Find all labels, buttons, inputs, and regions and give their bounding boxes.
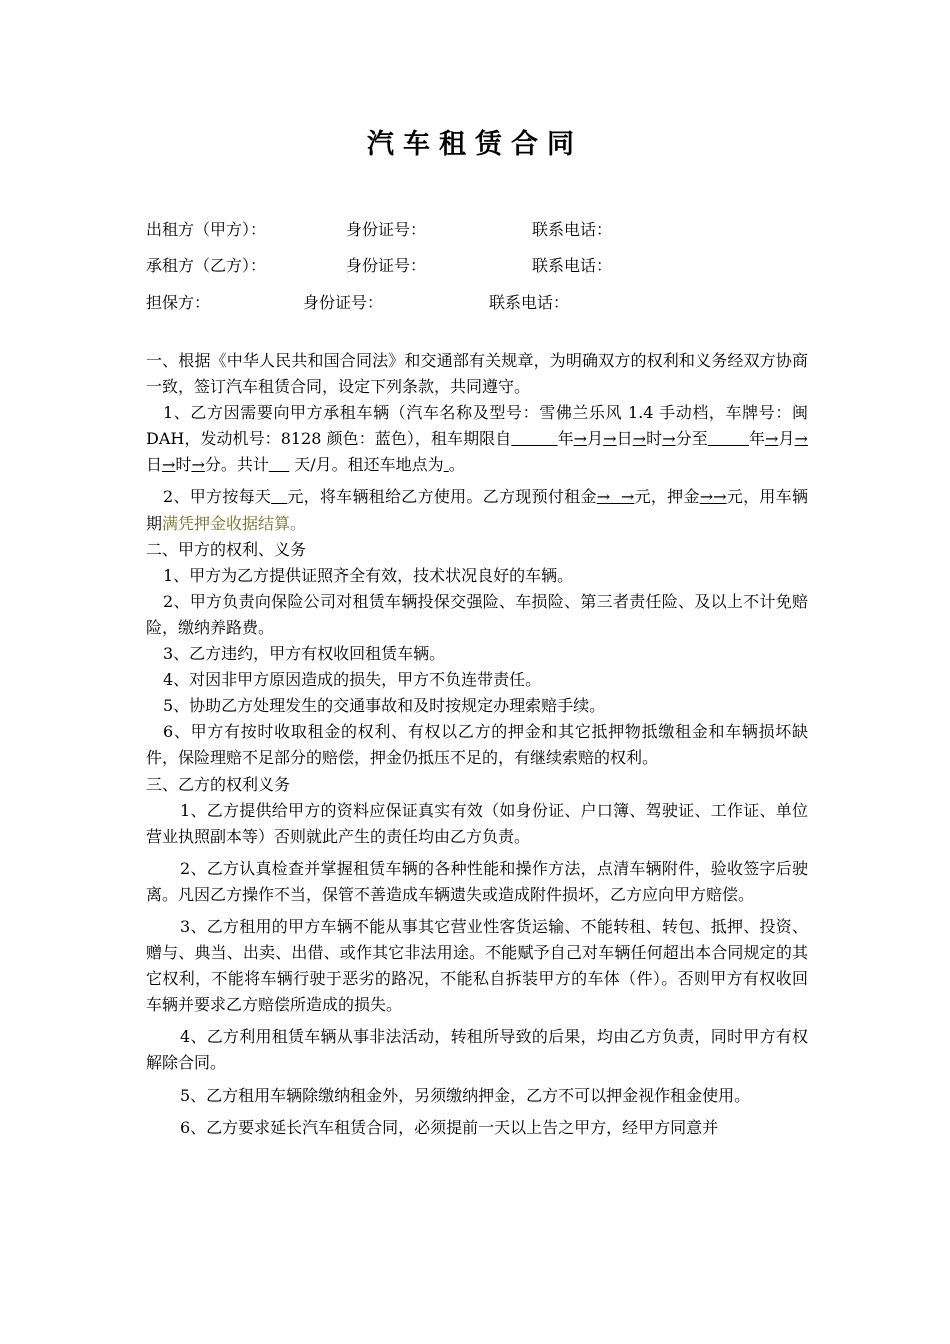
clause-3-6: 6、乙方要求延长汽车租赁合同，必须提前一天以上告之甲方，经甲方同意并 <box>180 1117 719 1137</box>
section2-heading: 二、甲方的权利、义务 <box>146 539 307 559</box>
id-number-label: 身份证号： <box>303 293 384 312</box>
blank-field <box>708 429 749 448</box>
blank-field: → <box>191 455 205 475</box>
phone-label: 联系电话： <box>489 293 570 312</box>
clause-2-4: 4、对因非甲方原因造成的损失，甲方不负连带责任。 <box>163 670 542 690</box>
clause-3-2: 2、乙方认真检查并掌握租赁车辆的各种性能和操作方法，点清车辆附件，验收签字后驶离。凡因乙方操作不当，保管不善造成车辆遗失或造成附件损坏，乙方应向甲方赔偿。 <box>146 858 808 904</box>
clause-1-1: 1、乙方因需要向甲方承租车辆（汽车名称及型号：雪佛兰乐风 1.4 手动档，车牌号：闽 DAH，发动机号：8128 颜色：蓝色），租车期限自 年→月→日→时→分至 年→月→日→时→分。共计 天/月。租还车地点为 。 <box>146 403 808 475</box>
clause-3-4: 4、乙方利用租赁车辆从事非法活动，转租所导致的后果，均由乙方负责，同时甲方有权解除合同。 <box>146 1027 808 1073</box>
clause-2-5: 5、协助乙方处理发生的交通事故和及时按规定办理索赔手续。 <box>163 696 606 716</box>
clause-2-2: 2、甲方负责向保险公司对租赁车辆投保交强险、车损险、第三者责任险、及以上不计免赔险，缴纳养路费。 <box>146 591 808 637</box>
blank-field: → <box>573 429 588 449</box>
phone-label: 联系电话： <box>532 220 613 239</box>
clause-2-6: 6、甲方有按时收取租金的权利、有权以乙方的押金和其它抵押物抵缴租金和车辆损坏缺件，保险理赔不足部分的赔偿，押金仍抵压不足的，有继续索赔的权利。 <box>146 722 808 768</box>
clause-2-1: 1、甲方为乙方提供证照齐全有效，技术状况良好的车辆。 <box>163 565 574 585</box>
clause-3-3: 3、乙方租用的甲方车辆不能从事其它营业性客货运输、不能转租、转包、抵押、投资、赠与、典当、出卖、出借、或作其它非法用途。不能赋予自己对车辆任何超出本合同规定的其它权利，不能将车辆行驶于恶劣的路况，不能私自拆装甲方的车体（件）。否则甲方有权收回车辆并要求乙方赔偿所造成的损失。 <box>146 916 808 1015</box>
blank-field: →→ <box>699 487 727 507</box>
blank-field <box>269 455 289 474</box>
document-title: 汽车租赁合同 <box>367 129 583 160</box>
section1-intro: 一、根据《中华人民共和国合同法》和交通部有关规章，为明确双方的权利和义务经双方协商一致，签订汽车租赁合同，设定下列条款，共同遵守。 <box>146 351 808 397</box>
id-number-label: 身份证号： <box>346 256 427 275</box>
party-role-label: 出租方（甲方）： <box>146 220 267 239</box>
blank-field: → <box>162 455 176 475</box>
clause-3-1: 1、乙方提供给甲方的资料应保证真实有效（如身份证、户口簿、驾驶证、工作证、单位营业执照副本等）否则就此产生的责任均由乙方负责。 <box>146 800 808 846</box>
blank-field: → <box>765 429 779 449</box>
clause-1-2: 2、甲方按每天 元，将车辆租给乙方使用。乙方现预付租金→ →元，押金→→元，用车辆期满凭押金收据结算。 <box>146 487 808 533</box>
phone-label: 联系电话： <box>532 256 613 275</box>
clause-2-3: 3、乙方违约，甲方有权收回租赁车辆。 <box>163 644 446 664</box>
blank-field: → <box>632 429 647 449</box>
blank-field <box>511 429 557 448</box>
section3-heading: 三、乙方的权利义务 <box>146 774 291 794</box>
contract-body <box>146 348 808 1141</box>
blank-field: → <box>603 429 617 449</box>
blank-field: → <box>794 429 808 449</box>
blank-field: → <box>662 429 676 449</box>
party-role-label: 担保方： <box>146 293 211 312</box>
party-role-label: 承租方（乙方）： <box>146 256 267 275</box>
id-number-label: 身份证号： <box>346 220 427 239</box>
blank-field <box>271 487 287 506</box>
clause-3-5: 5、乙方租用车辆除缴纳租金外，另须缴纳押金，乙方不可以押金视作租金使用。 <box>180 1085 751 1105</box>
blank-field: → → <box>596 487 635 507</box>
highlighted-text: 满凭押金收据结算。 <box>162 513 307 533</box>
